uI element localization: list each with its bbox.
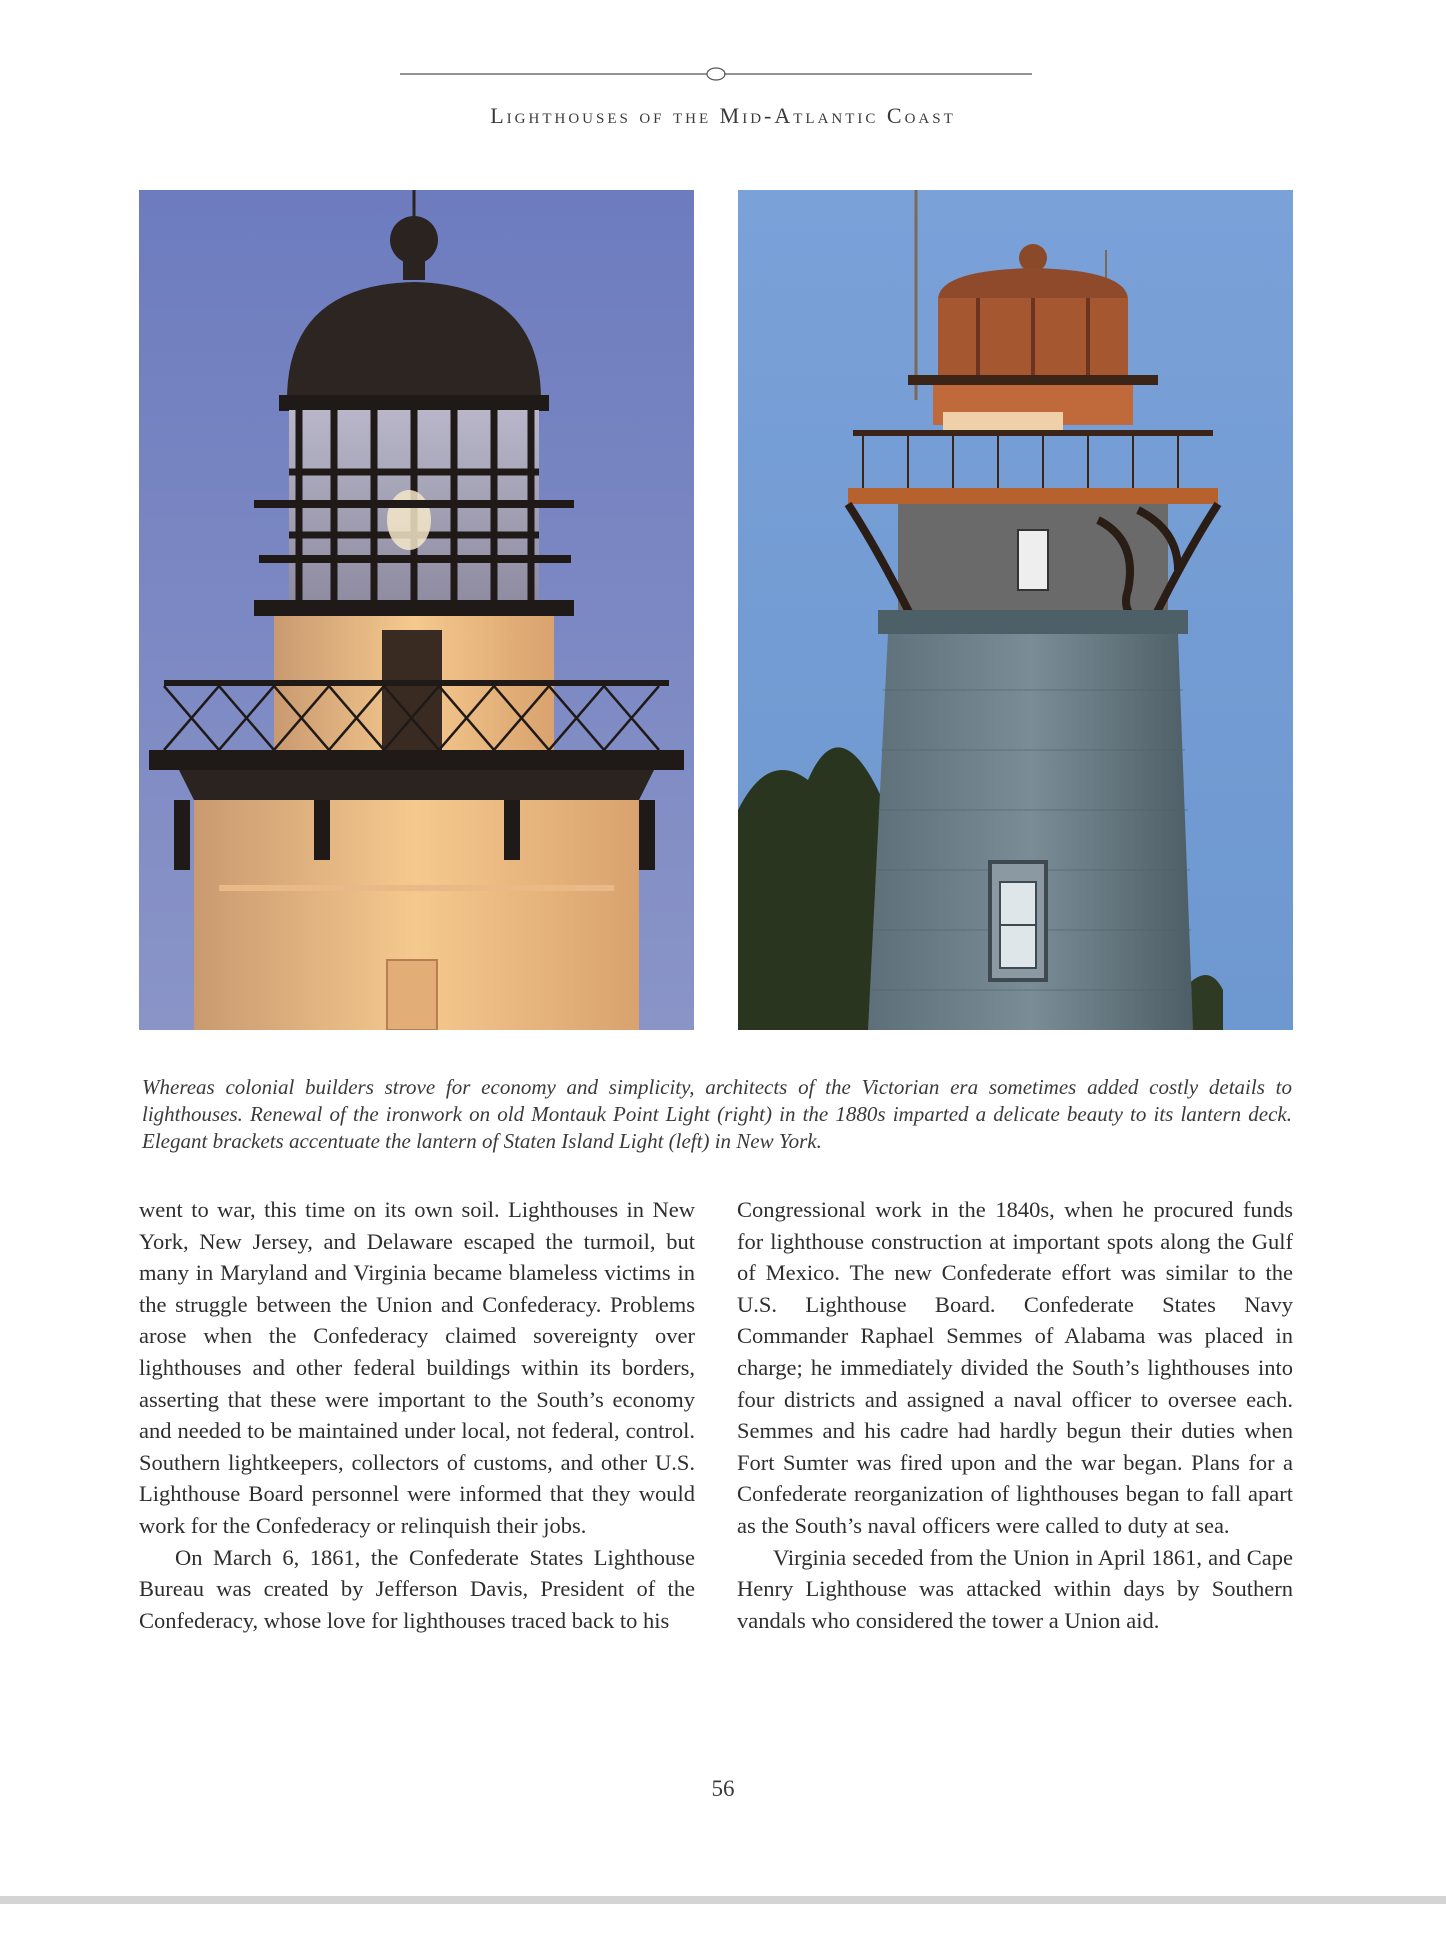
bottom-divider — [0, 1896, 1446, 1904]
body-column-right — [737, 1194, 1293, 1636]
header-ornament-rule — [400, 66, 1032, 82]
running-head: Lighthouses of the Mid-Atlantic Coast — [490, 103, 956, 128]
body-paragraph: Virginia seceded from the Union in April 1861, and Cape Henry Lighthouse was attacked within days by Southern vandals who considered the tower a Union aid. — [737, 1544, 1293, 1633]
montauk-point-light-illustration — [738, 190, 1293, 1030]
page-number: 56 — [711, 1776, 735, 1801]
photo-left — [139, 190, 694, 1030]
body-paragraph: On March 6, 1861, the Confederate States Lighthouse Bureau was created by Jefferson Davis, President of the Confederacy, whose love for lighthouses traced back to his — [139, 1544, 695, 1633]
body-paragraph: went to war, this time on its own soil. Lighthouses in New York, New Jersey, and Delaware escaped the turmoil, but many in Maryland and Virginia became blameless victims in the struggle between the Union and Confederacy. Problems arose when the Confederacy claimed sovereignty over lighthouses and other federal buildings within its borders, asserting that these were important to the South’s economy and needed to be maintained under local, not federal, control. Southern lightkeepers, collectors of customs, and other U.S. Lighthouse Board personnel were informed that they would work for the Confederacy or relinquish their jobs. — [139, 1197, 695, 1538]
body-paragraph: Congressional work in the 1840s, when he procured funds for lighthouse construction at important spots along the Gulf of Mexico. The new Confederate effort was similar to the U.S. Lighthouse Board. Confederate States Navy Commander Raphael Semmes of Alabama was placed in charge; he immediately divided the South’s lighthouses into four districts and assigned a naval officer to oversee each. Semmes and his cadre had hardly begun their duties when Fort Sumter was fired upon and the war began. Plans for a Confederate reorganization of lighthouses began to fall apart as the South’s naval officers were called to duty at sea. — [737, 1197, 1293, 1538]
staten-island-light-illustration — [139, 190, 694, 1030]
photo-right — [738, 190, 1293, 1030]
photo-caption: Whereas colonial builders strove for economy and simplicity, architects of the Victorian era sometimes added costly details to lighthouses. Renewal of the ironwork on old Montauk Point Light (right) in the 1880s imparted a delicate beauty to its lantern deck. Elegant brackets accentuate the lantern of Staten Island Light (left) in New York. — [142, 1075, 1292, 1153]
body-column-left — [139, 1194, 695, 1636]
